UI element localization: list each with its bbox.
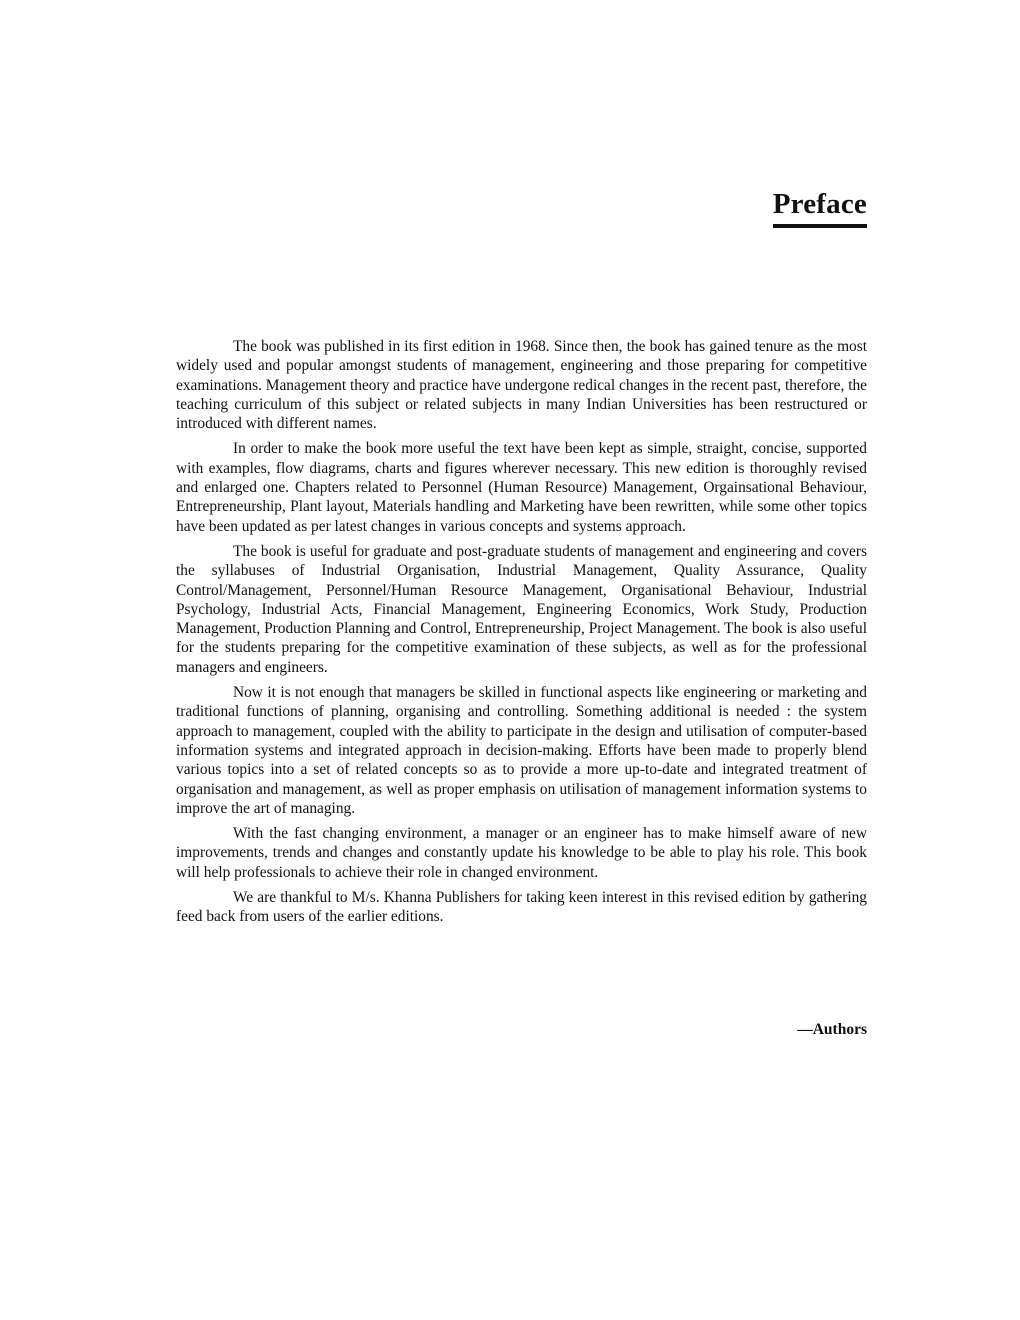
- paragraph-3: The book is useful for graduate and post-graduate students of management and engineering and covers the syllabuses of Industrial Organisation, Industrial Management, Quality Assurance, Quality Control/Management, Personnel/Human Resource Management, Organisational Behaviour, Industrial Psychology, Industrial Acts, Financial Management, Engineering Economics, Work Study, Production Management, Production Planning and Control, Entrepreneurship, Project Management. The book is also useful for the students preparing for the competitive examination of these subjects, as well as for the professional managers and engineers.: [176, 542, 867, 676]
- paragraph-1: The book was published in its first edition in 1968. Since then, the book has gained tenure as the most widely used and popular amongst students of management, engineering and those preparing for competitive examinations. Management theory and practice have undergone redical changes in the recent past, therefore, the teaching curriculum of this subject or related subjects in many Indian Universities has been restructured or introduced with different names.: [176, 338, 867, 433]
- author-signature: —Authors: [797, 1021, 867, 1038]
- paragraph-5: With the fast changing environment, a manager or an engineer has to make himself aware of new improvements, trends and changes and constantly update his knowledge to be able to play his role. This book will help professionals to achieve their role in changed environment.: [176, 825, 867, 881]
- paragraph-2: In order to make the book more useful the text have been kept as simple, straight, concise, supported with examples, flow diagrams, charts and figures wherever necessary. This new edition is thoroughly revised and enlarged one. Chapters related to Personnel (Human Resource) Management, Orgainsational Behaviour, Entrepreneurship, Plant layout, Materials handling and Marketing have been rewritten, while some other topics have been updated as per latest changes in various concepts and systems approach.: [176, 440, 867, 535]
- page-title: Preface: [773, 186, 867, 228]
- preface-body: [176, 337, 867, 933]
- heading-block: [773, 186, 867, 228]
- paragraph-4: Now it is not enough that managers be skilled in functional aspects like engineering or marketing and traditional functions of planning, organising and controlling. Something additional is needed : the system approach to management, coupled with the ability to participate in the design and utilisation of computer-based information systems and integrated approach in decision-making. Efforts have been made to properly blend various topics into a set of related concepts so as to provide a more up-to-date and integrated treatment of organisation and management, as well as proper emphasis on utilisation of management information systems to improve the art of managing.: [176, 684, 867, 817]
- paragraph-6: We are thankful to M/s. Khanna Publishers for taking keen interest in this revised edition by gathering feed back from users of the earlier editions.: [176, 889, 867, 926]
